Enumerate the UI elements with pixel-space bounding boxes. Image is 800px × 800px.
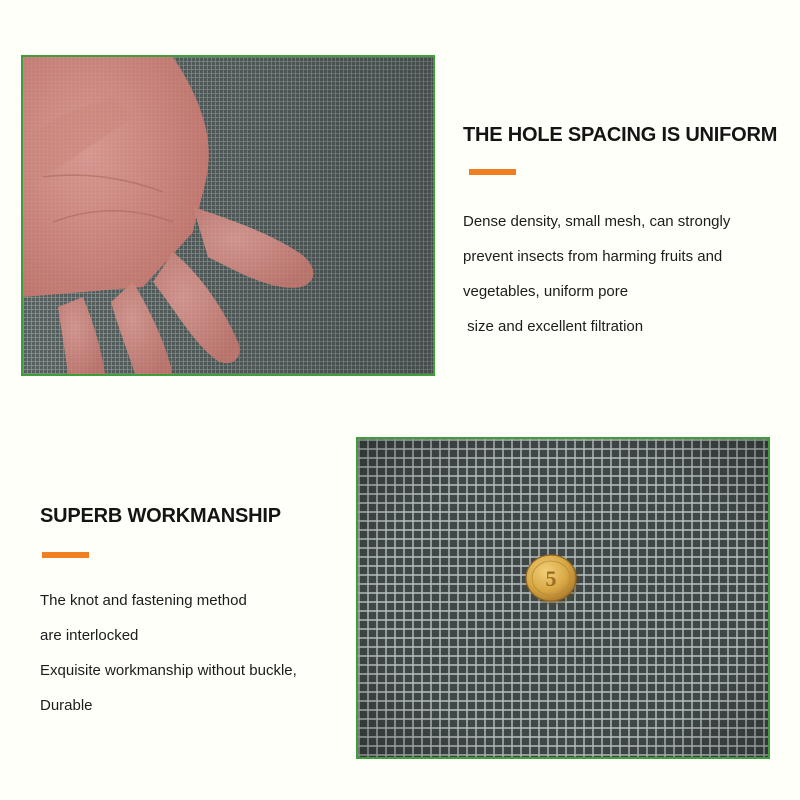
hand-on-mesh-photo: [21, 55, 435, 376]
coin-on-mesh-photo: [356, 437, 770, 759]
description-line: Durable: [40, 697, 93, 714]
description-line: The knot and fastening method: [40, 592, 247, 609]
section-heading-uniform: THE HOLE SPACING IS UNIFORM: [463, 124, 778, 146]
coin-digit: 5: [545, 566, 557, 591]
section-heading-workmanship: SUPERB WORKMANSHIP: [40, 505, 281, 527]
description-line: size and excellent filtration: [463, 318, 644, 335]
accent-bar-workmanship: [42, 552, 89, 558]
hand-photo-image: [23, 57, 433, 374]
description-line: Dense density, small mesh, can strongly: [463, 213, 731, 230]
accent-bar-uniform: [469, 169, 516, 175]
description-line: are interlocked: [40, 627, 139, 644]
description-line: Exquisite workmanship without buckle,: [40, 662, 297, 679]
description-line: vegetables, uniform pore: [463, 283, 629, 300]
coin-photo-image: [358, 439, 768, 757]
description-line: prevent insects from harming fruits and: [463, 248, 723, 265]
